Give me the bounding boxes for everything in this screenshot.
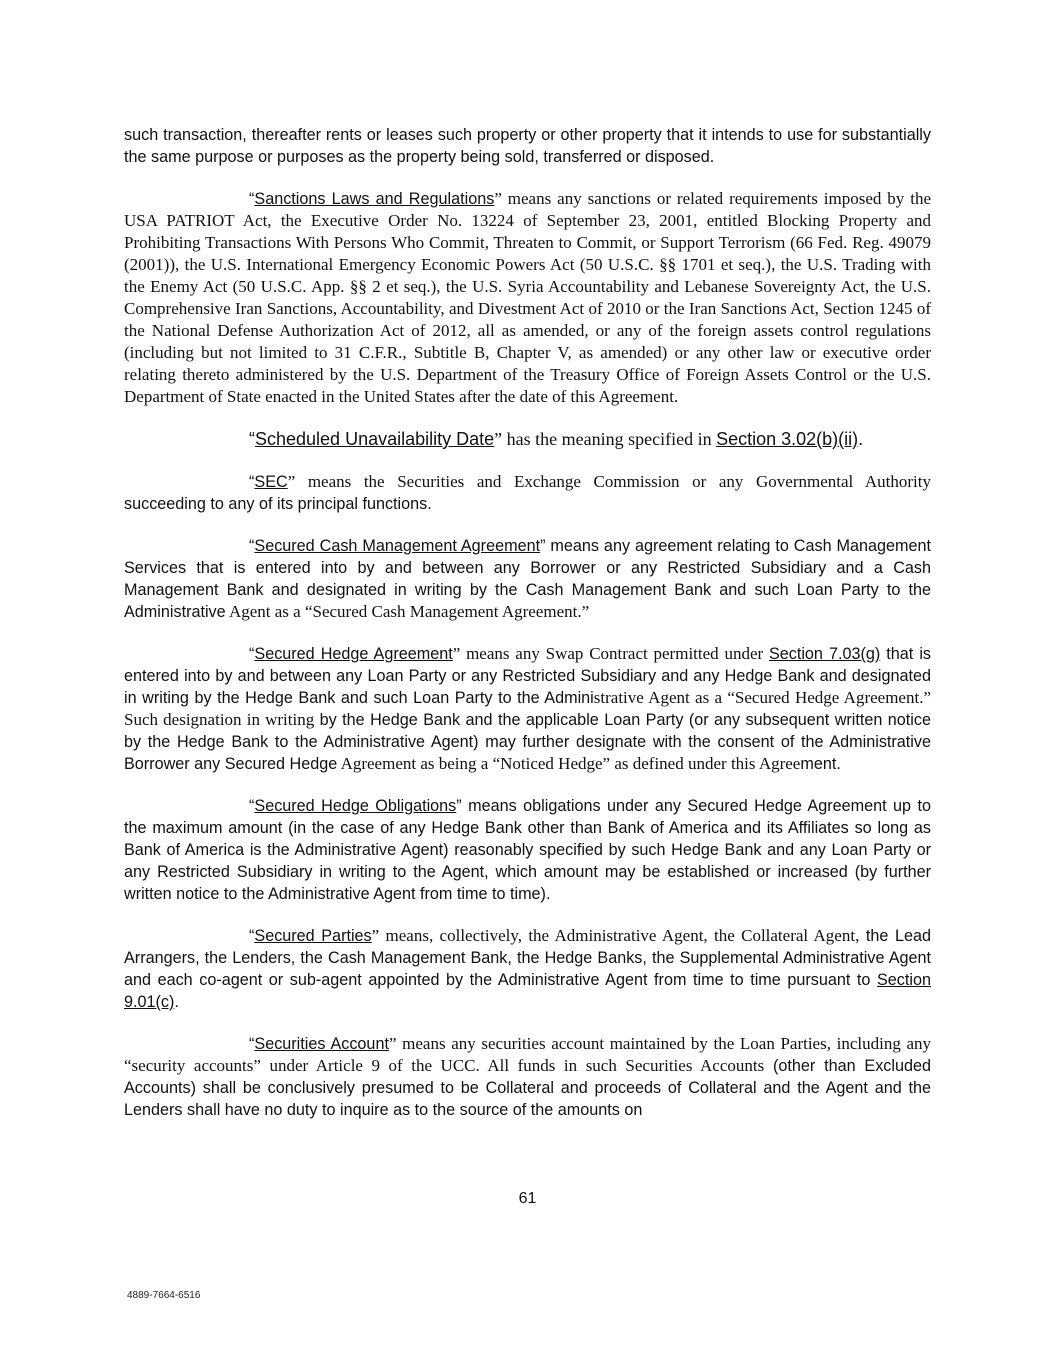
defined-term: Secured Hedge Agreement	[254, 645, 453, 663]
definition-text: ” means any agreement relating to Cash Management Services that is entered into by and between any Borrower or any Restricted Subsidiary and a Cash Management Bank and designated in writing by the Cash Management Bank and such Loan Party to the Administrative	[124, 537, 931, 621]
definition-text: (other than Excluded Accounts) shall be conclusively presumed to be Collateral and proceeds of Collateral and the Agent and the Lenders shall have no duty to inquire as to the source of the amounts on	[124, 1057, 931, 1119]
defined-term: Securities Account	[254, 1035, 389, 1053]
defined-term: Scheduled Unavailability Date	[255, 429, 495, 449]
page-number: 61	[518, 1190, 537, 1207]
definition-sec: “SEC” means the Securities and Exchange Commission or any Governmental Authority succeeding to any of its principal functions.	[124, 472, 931, 513]
definition-securities-account: “Securities Account” means any securities account maintained by the Loan Parties, including any “security accounts” under Article 9 of the UCC. All funds in such Securities Accounts (other than Excluded Accounts) shall be conclusively presumed to be Collateral and proceeds of Collateral and the Agent and the Lenders shall have no duty to inquire as to the source of the amounts on	[124, 1034, 931, 1119]
section-reference: Section 3.02(b)(ii)	[716, 429, 859, 449]
defined-term: Secured Cash Management Agreement	[254, 537, 541, 555]
definition-text: the Lead Arrangers, the Lenders, the Cash Management Bank, the Hedge Banks, the Supplemental Administrative Agent and each co-agent or sub-agent appointed by the Administrative Agent from time to time pursuant to	[124, 927, 932, 989]
definition-sanctions-laws: “Sanctions Laws and Regulations” means any sanctions or related requirements imposed by the USA PATRIOT Act, the Executive Order No. 13224 of September 23, 2001, entitled Blocking Property and Prohibiting Transactions With Persons Who Commit, Threaten to Commit, or Support Terrorism (66 Fed. Reg. 49079 (2001)), the U.S. International Emergency Economic Powers Act (50 U.S.C. §§ 1701 et seq.), the U.S. Trading with the Enemy Act (50 U.S.C. App. §§ 2 et seq.), the U.S. Syria Accountability and Lebanese Sovereignty Act, the U.S. Comprehensive Iran Sanctions, Accountability, and Divestment Act of 2010 or the Iran Sanctions Act, Section 1245 of the National Defense Authorization Act of 2012, all as amended, or any of the foreign assets control regulations (including but not limited to 31 C.F.R., Subtitle B, Chapter V, as amended) or any other law or executive order relating thereto administered by the U.S. Department of the Treasury Office of Foreign Assets Control or the U.S. Department of State enacted in the United States after the date of this Agreement.	[124, 189, 931, 406]
definition-text-serif2: Agreement as being a “Noticed Hedge” as defined under this Agree	[337, 754, 801, 773]
definition-text-serif: ” means any securities account maintained by the Loan Parties, including any “security accounts” under Article 9 of the UCC. All funds in such Securities Accounts	[124, 1034, 931, 1075]
section-reference: Section 9.01(c)	[124, 971, 931, 1011]
definition-text: ” has the meaning specified in	[494, 429, 717, 449]
section-reference: Section 7.03(g)	[768, 645, 881, 663]
definition-secured-hedge-obligations: “Secured Hedge Obligations” means obligations under any Secured Hedge Agreement up to the maximum amount (in the case of any Hedge Bank other than Bank of America and its Affiliates so long as Bank of America is the Administrative Agent) reasonably specified by such Hedge Bank and any Loan Party or any Restricted Subsidiary in writing to the Agent, which amount may be established or increased (by further written notice to the Administrative Agent from time to time).	[124, 797, 931, 903]
definition-text: ” means any Swap Contract permitted under	[452, 644, 769, 663]
definition-text-mid2: by the Hedge Bank and the applicable Loan Party (or any subsequent written notice by the Hedge Bank to the Administrative Agent) may further designate with the consent of the Administrative Borrower any Secured Hedge	[124, 711, 931, 773]
definition-text-mid: that is entered into by and between any Loan Party or any Restricted Subsidiary and any Hedge Bank and designated in writing by the Hedge Bank and such Loan Party to the Admini	[124, 645, 932, 707]
definition-text-tail: Agent as a “Secured Cash Management Agreement.”	[225, 602, 590, 621]
definition-secured-hedge-agreement: “Secured Hedge Agreement” means any Swap Contract permitted under Section 7.03(g) that is entered into by and between any Loan Party or any Restricted Subsidiary and any Hedge Bank and designated in writing by the Hedge Bank and such Loan Party to the Administrative Agent as a “Secured Hedge Agreement.” Such designation in writing by the Hedge Bank and the applicable Loan Party (or any subsequent written notice by the Hedge Bank to the Administrative Agent) may further designate with the consent of the Administrative Borrower any Secured Hedge Agreement as being a “Noticed Hedge” as defined under this Agreement.	[124, 644, 932, 773]
defined-term: Secured Parties	[254, 927, 372, 945]
definition-secured-parties: “Secured Parties” means, collectively, the Administrative Agent, the Collateral Agent, the Lead Arrangers, the Lenders, the Cash Management Bank, the Hedge Banks, the Supplemental Administrative Agent and each co-agent or sub-agent appointed by the Administrative Agent from time to time pursuant to Section 9.01(c).	[124, 926, 932, 1011]
definition-text: ” means the Securities and Exchange Commission or any Governmental Authority	[287, 472, 931, 491]
document-id: 4889-7664-6516	[127, 1290, 201, 1301]
defined-term: Sanctions Laws and Regulations	[254, 190, 495, 208]
definition-scheduled-unavailability-date: “Scheduled Unavailability Date” has the meaning specified in Section 3.02(b)(ii).	[249, 429, 864, 449]
definition-text: ” means obligations under any Secured Hedge Agreement up to the maximum amount (in the case of any Hedge Bank other than Bank of America and its Affiliates so long as Bank of America is the Administrative Agent) reasonably specified by such Hedge Bank and any Loan Party or any Restricted Subsidiary in writing to the Agent, which amount may be established or increased (by further written notice to the Administrative Agent from time to time).	[124, 797, 931, 903]
paragraph-continuation	[124, 124, 931, 168]
definition-text-serif: strative Agent as a “Secured Hedge Agreement.” Such designation in writing	[124, 688, 931, 729]
paragraph-text: such transaction, thereafter rents or leases such property or other property that it intends to use for substantially the same purpose or purposes as the property being sold, transferred or disposed.	[124, 126, 931, 166]
definition-text-continued: succeeding to any of its principal functions.	[124, 495, 432, 513]
page-body	[124, 124, 931, 1141]
defined-term: Secured Hedge Obligations	[254, 797, 457, 815]
definition-text: ” means any sanctions or related requirements imposed by the USA PATRIOT Act, the Executive Order No. 13224 of September 23, 2001, entitled Blocking Property and Prohibiting Transactions With Persons Who Commit, Threaten to Commit, or Support Terrorism (66 Fed. Reg. 49079 (2001)), the U.S. International Emergency Economic Powers Act (50 U.S.C. §§ 1701 et seq.), the U.S. Trading with the Enemy Act (50 U.S.C. App. §§ 2 et seq.), the U.S. Syria Accountability and Lebanese Sovereignty Act, the U.S. Comprehensive Iran Sanctions, Accountability, and Divestment Act of 2010 or the Iran Sanctions Act, Section 1245 of the National Defense Authorization Act of 2012, all as amended, or any of the foreign assets control regulations (including but not limited to 31 C.F.R., Subtitle B, Chapter V, as amended) or any other law or executive order relating thereto administered by the U.S. Department of the Treasury Office of Foreign Assets Control or the U.S. Department of State enacted in the United States after the date of this Agreement.	[124, 189, 931, 406]
defined-term: SEC	[254, 473, 288, 491]
definition-secured-cash-management-agreement: “Secured Cash Management Agreement” means any agreement relating to Cash Management Services that is entered into by and between any Borrower or any Restricted Subsidiary and a Cash Management Bank and designated in writing by the Cash Management Bank and such Loan Party to the Administrative Agent as a “Secured Cash Management Agreement.”	[124, 537, 931, 621]
definition-text-serif: ” means, collectively, the Administrative Agent, the Collateral Agent,	[371, 926, 860, 945]
